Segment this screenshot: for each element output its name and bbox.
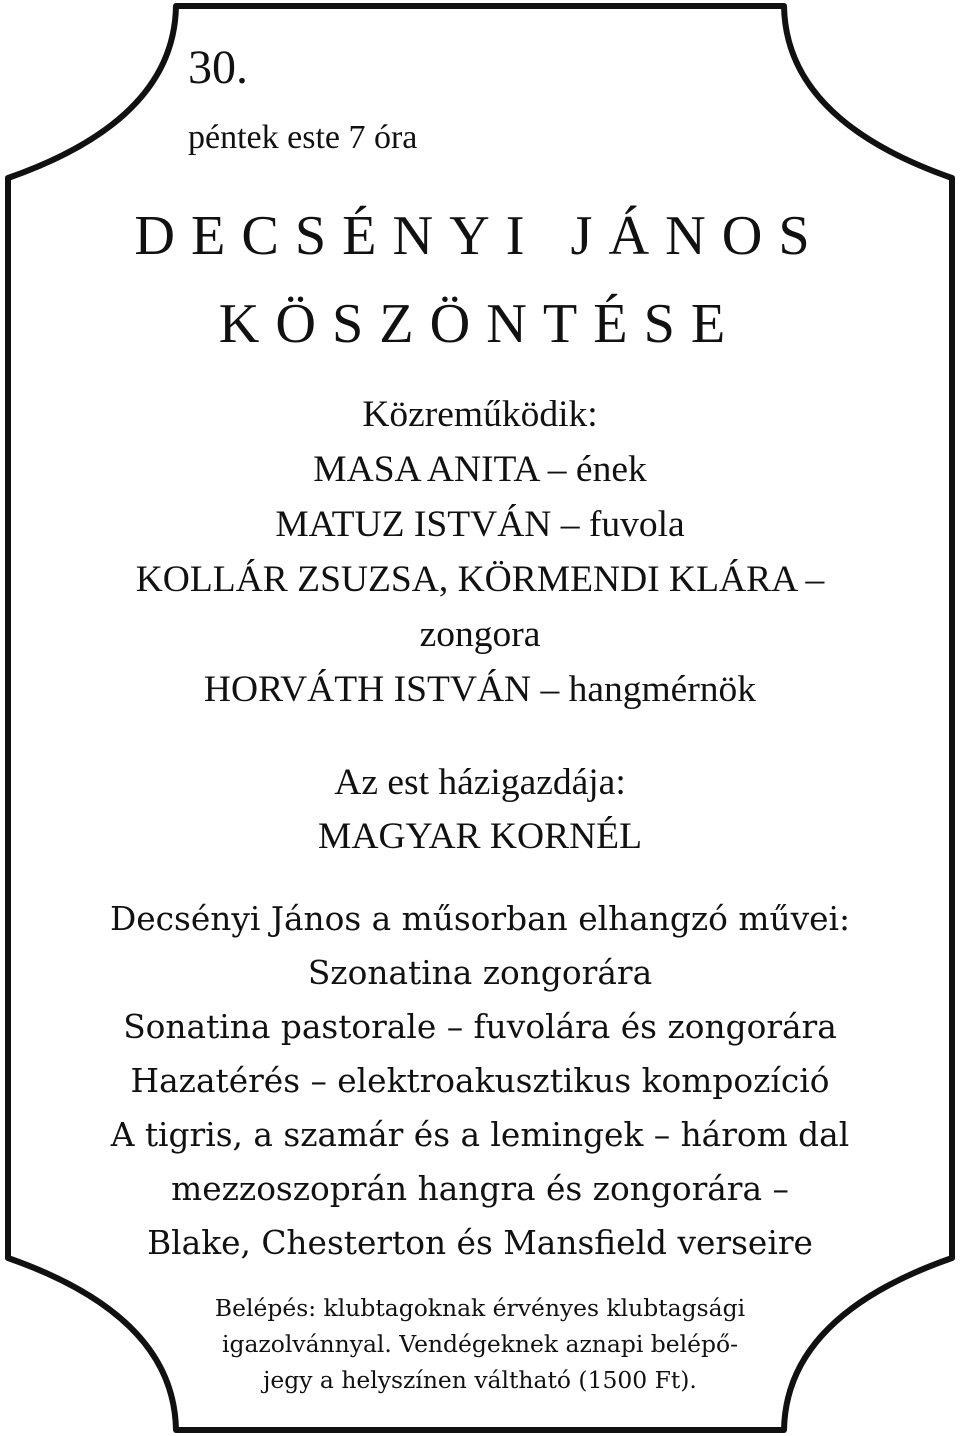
admission-line: Belépés: klubtagoknak érvényes klubtagsági [214,1294,746,1322]
host-heading: Az est házigazdája: [334,762,626,803]
performer-line: KOLLÁR ZSUZSA, KÖRMENDI KLÁRA – [135,559,825,600]
host-name: MAGYAR KORNÉL [318,816,642,857]
work-line: mezzoszoprán hangra és zongorára – [171,1170,789,1208]
title-line-1: DECSÉNYI JÁNOS [134,205,826,267]
work-line: A tigris, a szamár és a lemingek – három dal [110,1116,850,1154]
performer-line: MASA ANITA – ének [313,449,647,490]
performer-line: zongora [419,614,541,655]
admission-line: jegy a helyszínen váltható (1500 Ft). [263,1366,697,1394]
performers-heading: Közreműködik: [362,394,598,435]
work-line: Sonatina pastorale – fuvolára és zongorára [123,1008,837,1046]
works-heading: Decsényi János a műsorban elhangzó művei: [109,900,851,938]
title-line-2: KÖSZÖNTÉSE [218,293,742,355]
work-line: Szonatina zongorára [307,954,653,992]
event-date-time: péntek este 7 óra [188,119,418,156]
work-line: Hazatérés – elektroakusztikus kompozíció [130,1062,830,1100]
event-number: 30. [188,41,248,94]
performer-line: HORVÁTH ISTVÁN – hangmérnök [203,669,757,710]
work-line: Blake, Chesterton és Mansfield verseire [147,1224,813,1262]
performer-line: MATUZ ISTVÁN – fuvola [275,504,685,545]
admission-line: igazolvánnyal. Vendégeknek aznapi belépő- [221,1330,738,1358]
